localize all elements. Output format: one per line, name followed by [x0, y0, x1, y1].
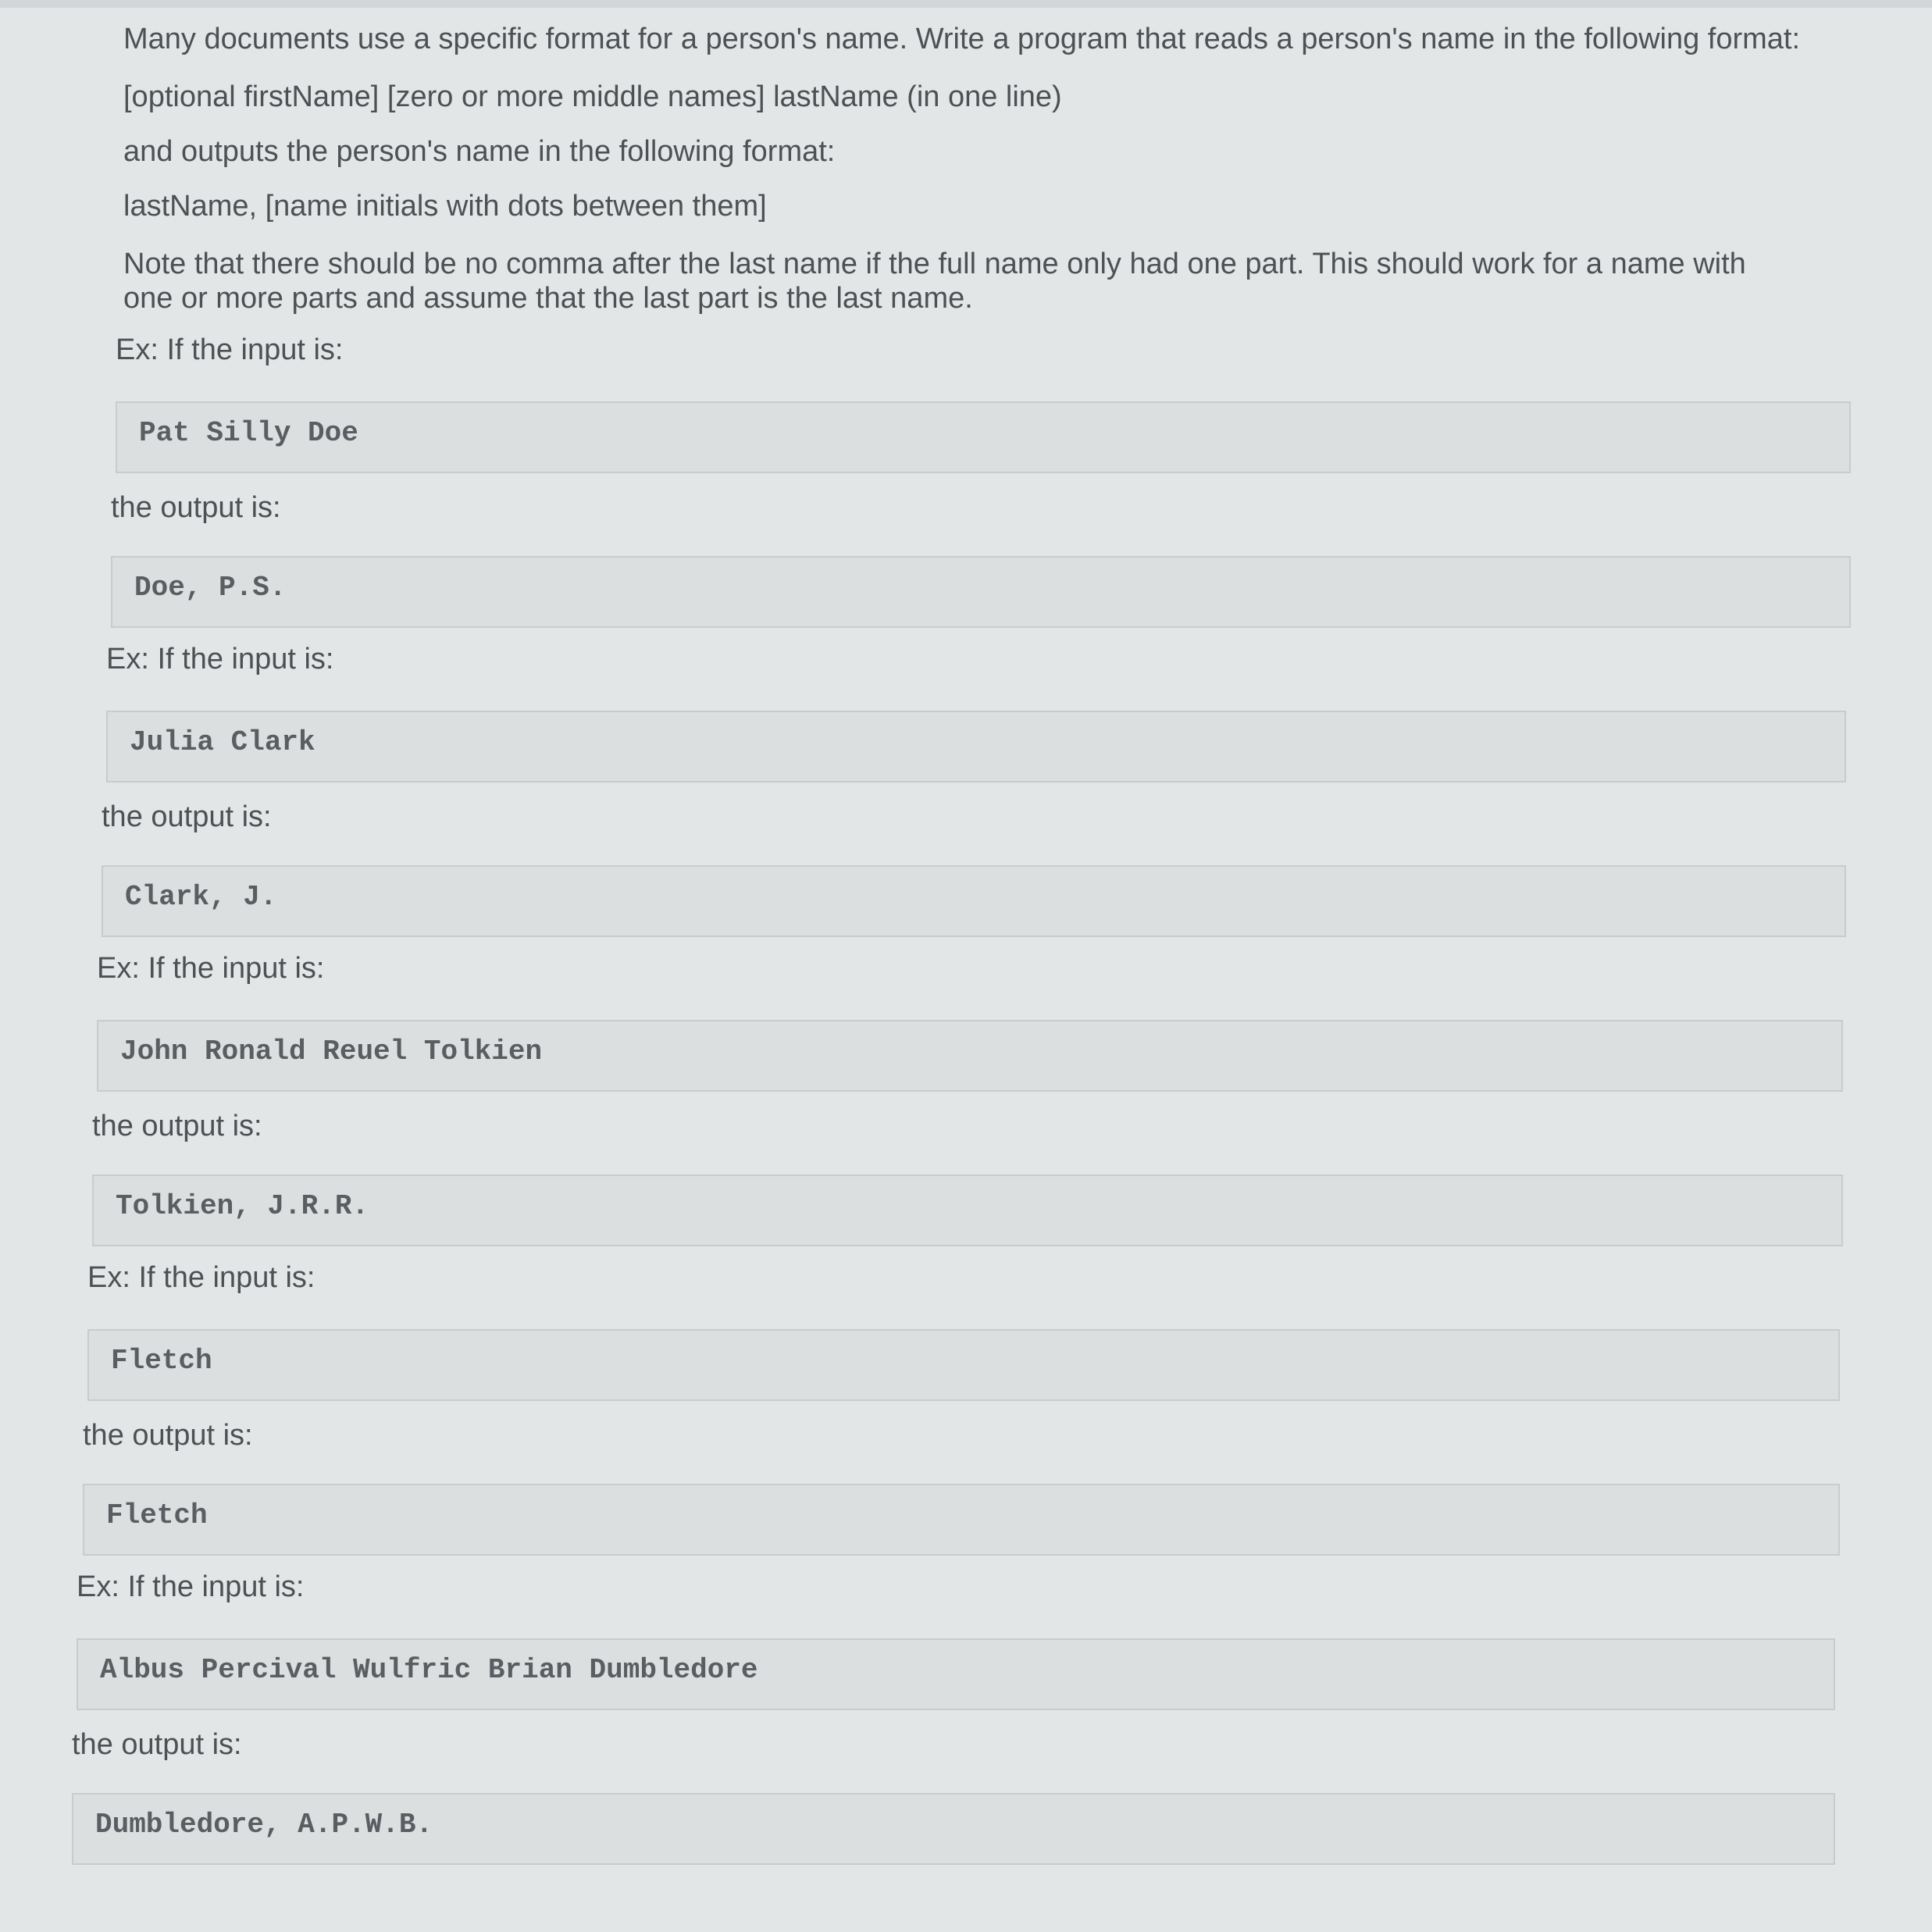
example-input-box: Fletch	[87, 1329, 1840, 1401]
example-output-box: Tolkien, J.R.R.	[92, 1175, 1843, 1246]
example-output-label: the output is:	[83, 1419, 253, 1452]
example-input-label: Ex: If the input is:	[87, 1261, 315, 1294]
example-input-box: Pat Silly Doe	[116, 401, 1851, 473]
example-output-label: the output is:	[102, 800, 272, 833]
example-3	[92, 951, 1843, 1246]
example-output-box: Clark, J.	[102, 865, 1846, 937]
intro-line-4: lastName, [name initials with dots between them]	[123, 190, 767, 223]
example-output-label: the output is:	[92, 1110, 262, 1142]
example-1	[111, 333, 1851, 628]
intro-line-2: [optional firstName] [zero or more middle names] lastName (in one line)	[123, 80, 1062, 113]
example-2	[102, 642, 1846, 937]
intro-note: Note that there should be no comma after the last name if the full name only had one part. This should work for a name with one or more parts and assume that the last part is the last name.	[123, 248, 1746, 315]
example-input-box: Albus Percival Wulfric Brian Dumbledore	[77, 1638, 1835, 1710]
example-input-label: Ex: If the input is:	[77, 1570, 305, 1603]
example-output-box: Fletch	[83, 1484, 1840, 1556]
intro-line-3: and outputs the person's name in the following format:	[123, 135, 836, 168]
example-output-label: the output is:	[72, 1728, 242, 1761]
problem-intro	[123, 22, 1838, 315]
example-input-label: Ex: If the input is:	[97, 952, 325, 985]
example-output-box: Dumbledore, A.P.W.B.	[72, 1793, 1835, 1865]
example-input-label: Ex: If the input is:	[106, 643, 334, 675]
example-5	[72, 1570, 1835, 1865]
example-input-label: Ex: If the input is:	[116, 333, 344, 366]
example-output-label: the output is:	[111, 491, 281, 524]
intro-line-1: Many documents use a specific format for a person's name. Write a program that reads a person's name in the following format:	[123, 23, 1801, 55]
example-input-box: Julia Clark	[106, 711, 1846, 782]
example-input-box: John Ronald Reuel Tolkien	[97, 1020, 1843, 1092]
example-4	[83, 1260, 1840, 1556]
example-output-box: Doe, P.S.	[111, 556, 1851, 628]
